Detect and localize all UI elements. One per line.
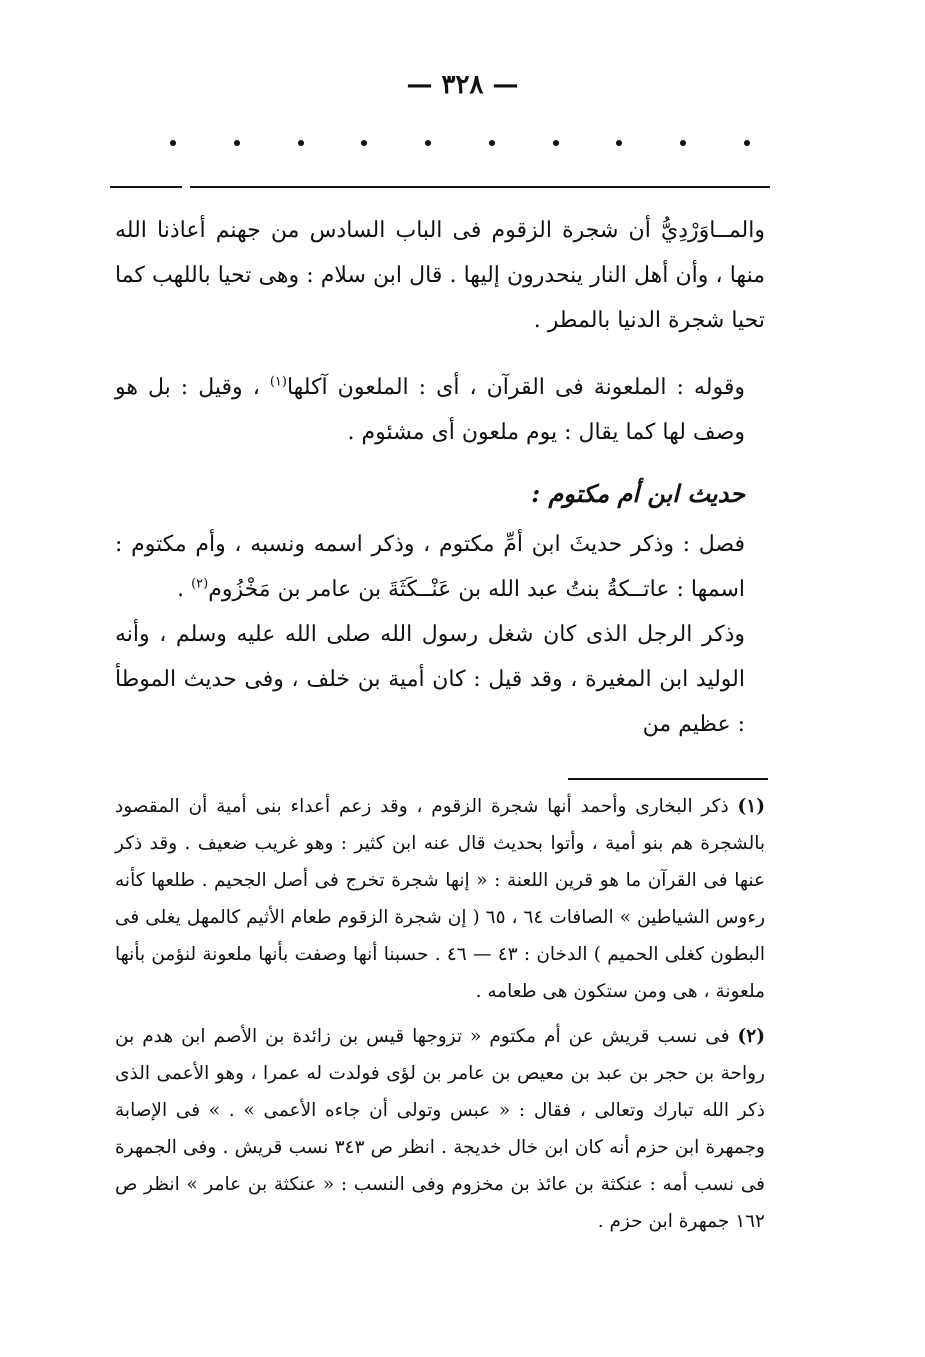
- paragraph-malouna-text-cont: ، وقيل : بل هو وصف لها كما يقال : يوم ملعون أى مشئوم .: [115, 375, 745, 445]
- dot: [425, 140, 431, 146]
- top-rule-long: [190, 186, 770, 188]
- paragraph-zaqqum: والمــاوَرْدِيُّ أن شجرة الزقوم فى الباب السادس من جهنم أعاذنا الله منها ، وأن أهل النار ينحدرون إليها . قال ابن سلام : وهى تحيا باللهب كما تحيا شجرة الدنيا بالمطر .: [115, 218, 765, 333]
- footnote-ref-2: (٢): [191, 576, 209, 592]
- separator-dots: [170, 140, 750, 146]
- dot: [234, 140, 240, 146]
- section-heading: حديث ابن أم مكتوم :: [531, 479, 745, 508]
- paragraph-fasl: [115, 522, 765, 612]
- footnotes: [115, 788, 765, 1240]
- paragraph-walid: وذكر الرجل الذى كان شغل رسول الله صلى الله عليه وسلم ، وأنه الوليد ابن المغيرة ، وقد قيل : كان أمية بن خلف ، وفى حديث الموطأ : عظيم من: [115, 622, 745, 737]
- dot: [361, 140, 367, 146]
- dot: [744, 140, 750, 146]
- paragraph-malouna: [115, 365, 765, 455]
- dot: [616, 140, 622, 146]
- footnote-2: [115, 1018, 765, 1240]
- dot: [553, 140, 559, 146]
- paragraph-fasl-text-cont: .: [177, 577, 192, 602]
- dot: [298, 140, 304, 146]
- dot: [489, 140, 495, 146]
- footnote-rule: [568, 778, 768, 780]
- paragraph-malouna-text: وقوله : الملعونة فى القرآن ، أى : الملعون آكلها: [286, 375, 745, 400]
- footnote-2-text: فى نسب قريش عن أم مكتوم « تزوجها قيس بن زائدة بن الأصم ابن هدم بن رواحة بن حجر بن عبد بن معيص بن عامر بن لؤى فولدت له عمرا ، وهو الأعمى الذى ذكر الله تبارك وتعالى ، فقال : « عبس وتولى أن جاءه الأعمى » . » فى الإصابة وجمهرة ابن حزم أنه كان ابن خال خديجة . انظر ص ٣٤٣ نسب قريش . وفى الجمهرة فى نسب أمه : عنكثة بن عائذ بن مخزوم وفى النسب : « عنكثة بن عامر » انظر ص ١٦٢ جمهرة ابن حزم .: [115, 1026, 765, 1232]
- footnote-1: [115, 788, 765, 1010]
- footnote-1-text: ذكر البخارى وأحمد أنها شجرة الزقوم ، وقد زعم أعداء بنى أمية أن المقصود بالشجرة هم بنو أمية ، وأتوا بحديث قال عنه ابن كثير : وهو غريب ضعيف . وقد ذكر عنها فى القرآن ما هو قرين اللعنة : « إنها شجرة تخرج فى أصل الجحيم . طلعها كأنه رءوس الشياطين » الصافات ٦٤ ، ٦٥ ( إن شجرة الزقوم طعام الأثيم كالمهل يغلى فى البطون كغلى الحميم ) الدخان : ٤٣ — ٤٦ . حسبنا أنها وصفت بأنها ملعونة لنؤمن بأنها ملعونة ، هى ومن ستكون هى طعامه .: [115, 796, 766, 1002]
- paragraph-fasl-text: فصل : وذكر حديثَ ابن أمِّ مكتوم ، وذكر اسمه ونسبه ، وأم مكتوم : اسمها : عاتــكةُ بنتُ عبد الله بن عَنْــكَثَةَ بن عامر بن مَخْزُوم: [115, 532, 745, 602]
- footnote-2-number: (٢): [737, 1026, 765, 1047]
- footnote-ref-1: (١): [269, 374, 287, 390]
- top-rule-short: [110, 186, 182, 188]
- footnote-1-number: (١): [737, 796, 765, 817]
- main-text: [115, 208, 765, 747]
- dot: [680, 140, 686, 146]
- page-number: — ٣٢٨ —: [406, 70, 519, 100]
- dot: [170, 140, 176, 146]
